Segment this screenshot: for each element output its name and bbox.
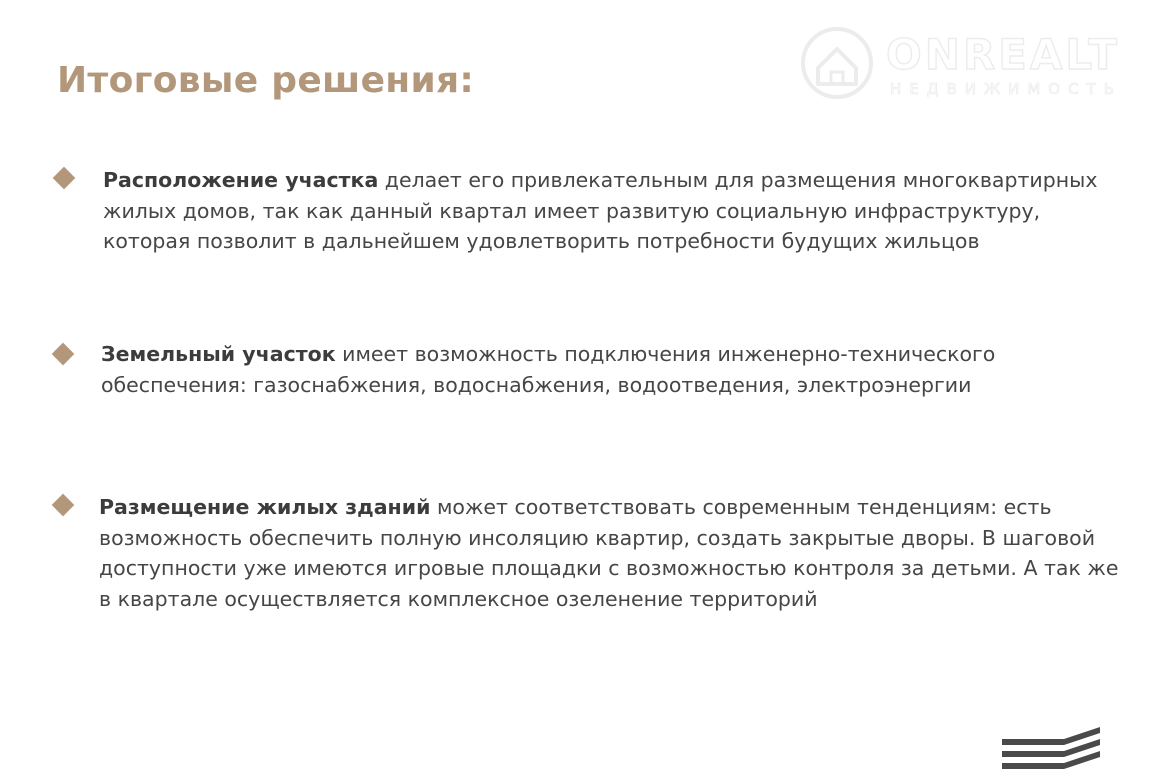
bullet-buildings-text: может соответствовать современным тенденциям: есть возможность обеспечить полную инсоляцию квартир, создать закрытые дворы. В шаговой доступности уже имеются игровые площадки с возможностью контроля за детьми. А так же в квартале осуществляется комплексное озеленение территорий xyxy=(99,495,1119,611)
diamond-icon xyxy=(52,494,75,517)
stacked-stripes-logo xyxy=(1000,727,1104,769)
bullet-location xyxy=(103,165,1113,257)
onrealt-watermark xyxy=(800,22,1136,104)
bullet-location-bold: Расположение участка xyxy=(103,168,379,192)
diamond-icon xyxy=(52,343,75,366)
bullet-buildings-bold: Размещение жилых зданий xyxy=(99,495,431,519)
watermark-brand-subtitle: НЕДВИЖИМОСТЬ xyxy=(890,80,1123,98)
bullet-land-plot-text: имеет возможность подключения инженерно-технического обеспечения: газоснабжения, водоснабжения, водоотведения, электроэнергии xyxy=(101,342,996,397)
house-icon xyxy=(800,22,874,104)
page-title: Итоговые решения: xyxy=(57,60,475,101)
bullet-location-text: делает его привлекательным для размещения многоквартирных жилых домов, так как данный квартал имеет развитую социальную инфраструктуру, которая позволит в дальнейшем удовлетворить потребности будущих жильцов xyxy=(103,168,1098,253)
bullet-buildings xyxy=(99,492,1119,614)
watermark-brand-name: ONREALT xyxy=(886,30,1120,79)
bullet-land-plot-bold: Земельный участок xyxy=(101,342,336,366)
bullet-land-plot xyxy=(101,339,1111,400)
diamond-icon xyxy=(53,167,76,190)
